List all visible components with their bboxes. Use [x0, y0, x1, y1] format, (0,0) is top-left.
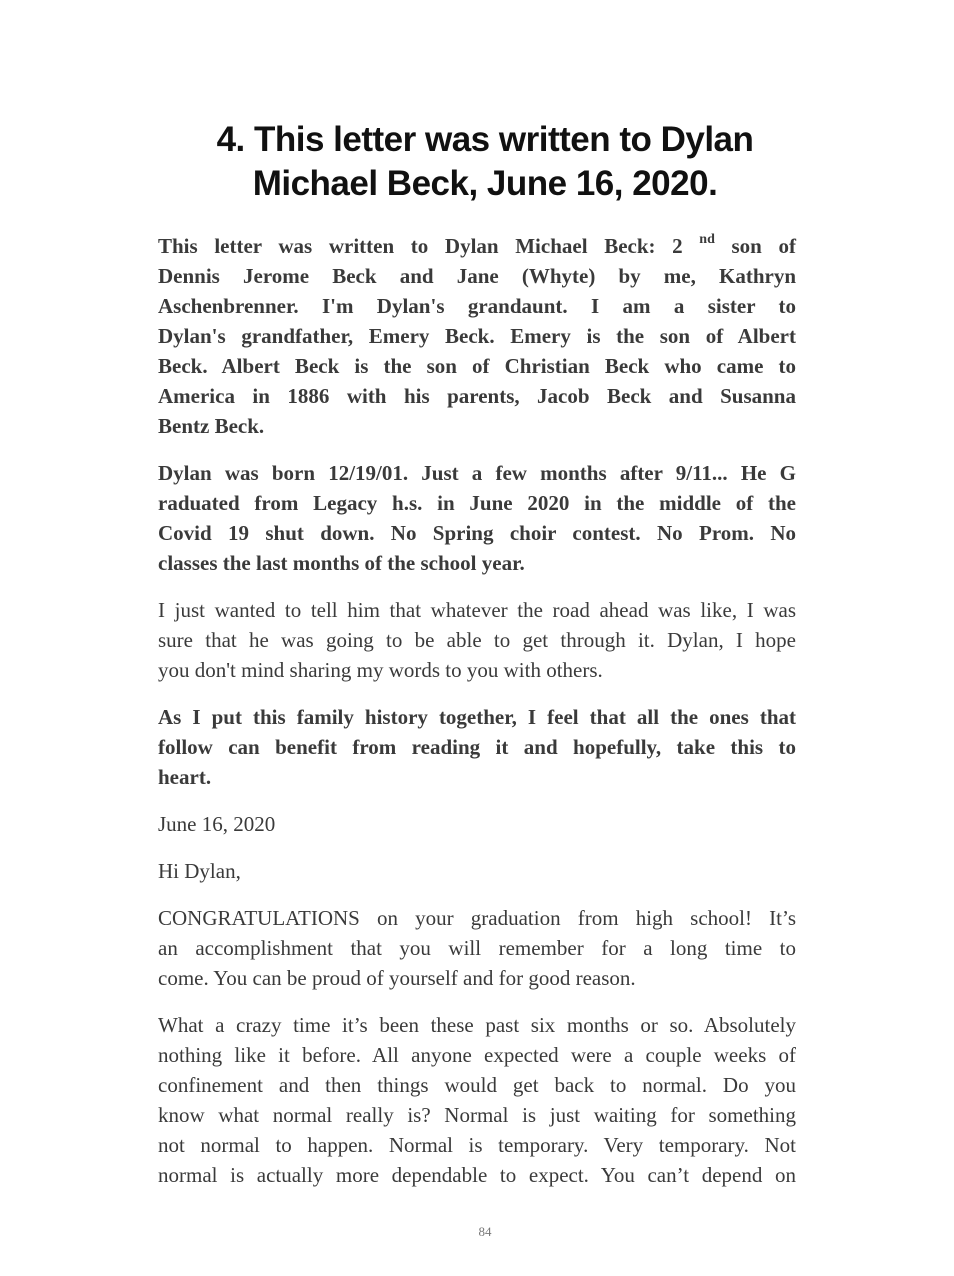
page-title — [100, 118, 870, 206]
text-line: nothing like it before. All anyone expected were a couple weeks of — [158, 1043, 796, 1067]
text-line: Dylan was born 12/19/01. Just a few months after 9/11... He G — [158, 461, 796, 485]
title-line: 4. This letter was written to Dylan — [216, 120, 754, 159]
title-line: Michael Beck, June 16, 2020. — [252, 164, 718, 203]
text-line: know what normal really is? Normal is just waiting for something — [158, 1103, 796, 1127]
text-line: This letter was written to Dylan Michael Beck: 2 $^{nd}$ son of — [158, 232, 796, 258]
text-line: I just wanted to tell him that whatever the road ahead was like, I was — [158, 598, 796, 622]
text-line: sure that he was going to be able to get through it. Dylan, I hope — [158, 628, 796, 652]
text-line: not normal to happen. Normal is temporary. Very temporary. Not — [158, 1133, 796, 1157]
text-line: you don't mind sharing my words to you with others. — [158, 658, 603, 682]
paragraph — [158, 856, 796, 886]
text-line: June 16, 2020 — [158, 812, 276, 836]
text-line: normal is actually more dependable to expect. You can’t depend on — [158, 1163, 796, 1187]
text-line: Dylan's grandfather, Emery Beck. Emery is the son of Albert — [158, 324, 796, 348]
text-line: raduated from Legacy h.s. in June 2020 in the middle of the — [158, 491, 796, 515]
text-line: come. You can be proud of yourself and for good reason. — [158, 966, 636, 990]
text-line: classes the last months of the school year. — [158, 551, 525, 575]
document-body — [158, 231, 796, 1207]
text-line: Hi Dylan, — [158, 859, 241, 883]
paragraph — [158, 1010, 796, 1190]
paragraph — [158, 458, 796, 578]
text-line: an accomplishment that you will remember for a long time to — [158, 936, 796, 960]
text-line: Covid 19 shut down. No Spring choir contest. No Prom. No — [158, 521, 796, 545]
text-line: America in 1886 with his parents, Jacob Beck and Susanna — [158, 384, 796, 408]
text-line: CONGRATULATIONS on your graduation from high school! It’s — [158, 906, 796, 930]
paragraph — [158, 595, 796, 685]
text-line: Aschenbrenner. I'm Dylan's grandaunt. I am a sister to — [158, 294, 796, 318]
paragraph — [158, 809, 796, 839]
page-number: 84 — [478, 1224, 492, 1239]
text-line: Bentz Beck. — [158, 414, 265, 438]
text-line: What a crazy time it’s been these past six months or so. Absolutely — [158, 1013, 796, 1037]
text-line: heart. — [158, 765, 212, 789]
paragraph — [158, 702, 796, 792]
text-line: Beck. Albert Beck is the son of Christian Beck who came to — [158, 354, 796, 378]
paragraph — [158, 903, 796, 993]
text-line: As I put this family history together, I feel that all the ones that — [158, 705, 796, 729]
text-line: confinement and then things would get back to normal. Do you — [158, 1073, 796, 1097]
paragraph — [158, 231, 796, 441]
text-line: follow can benefit from reading it and hopefully, take this to — [158, 735, 796, 759]
text-line: Dennis Jerome Beck and Jane (Whyte) by me, Kathryn — [158, 264, 796, 288]
